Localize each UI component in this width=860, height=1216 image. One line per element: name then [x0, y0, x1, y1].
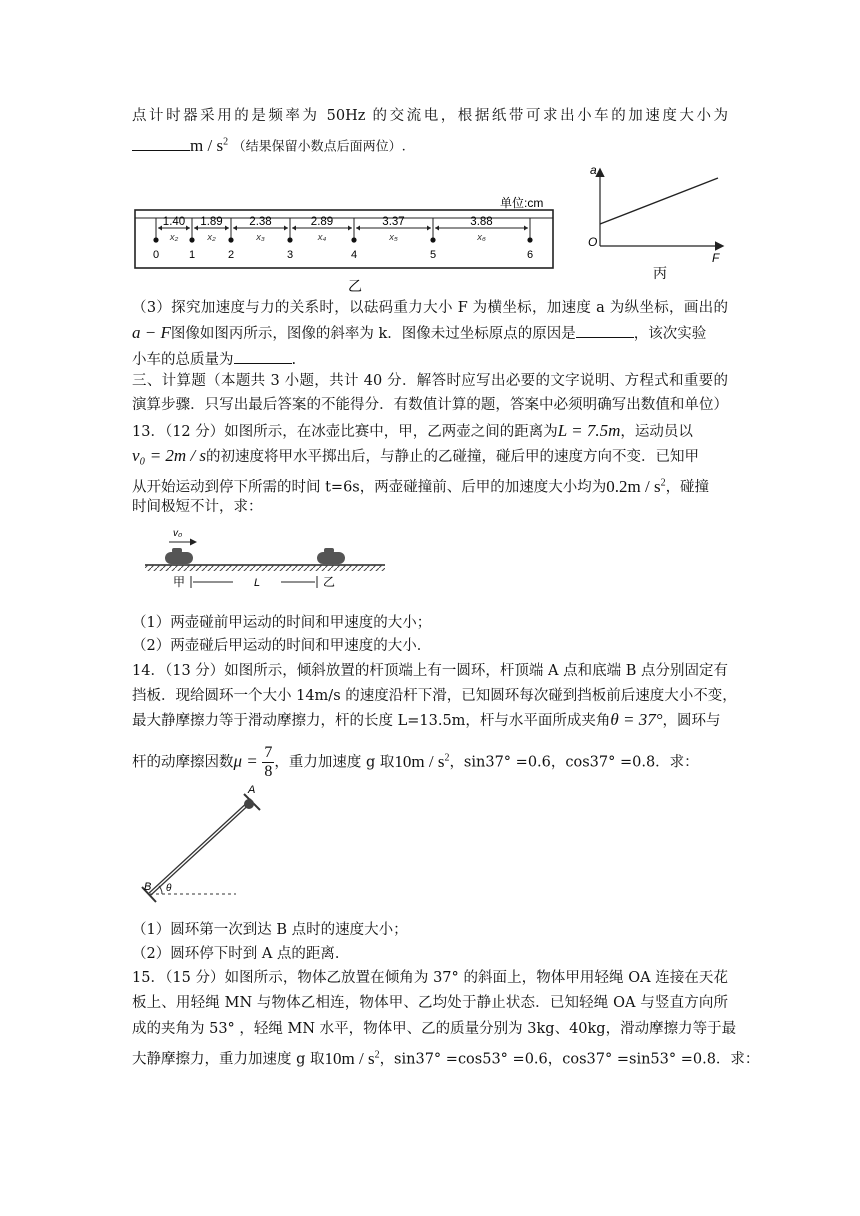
tape-point-label: 2 — [227, 249, 235, 261]
q14-line1: 14．（13 分）如图所示，倾斜放置的杆顶端上有一圆环，杆顶端 A 点和底端 B 点分别固定有 — [132, 663, 728, 679]
unit-label: m / $s^2$ — [190, 135, 229, 155]
tape-dot — [527, 237, 532, 242]
tape-point-label: 4 — [350, 249, 358, 261]
tape-arrowhead — [292, 226, 296, 231]
answer-blank[interactable] — [234, 349, 292, 364]
tape-segment-value: 2.89 — [310, 216, 334, 228]
origin-label: O — [588, 235, 598, 249]
q12-part3-line1: （3）探究加速度与力的关系时，以砝码重力大小 F 为横坐标，加速度 a 为纵坐标，画出的 — [132, 300, 728, 316]
tape-arrowhead — [225, 226, 229, 231]
tape-segment-label: x₂ — [169, 232, 179, 243]
q15-line4: 大静摩擦力，重力加速度 g 取$10m / s^2$，sin37° =cos53° =0.6，cos37° =sin53° =0.8．求： — [132, 1048, 760, 1068]
paper-tape-figure — [130, 188, 560, 298]
q13-line4: 时间极短不计，求： — [132, 499, 263, 515]
tape-segment-label: x₅ — [389, 232, 398, 243]
tape-arrowhead — [348, 226, 352, 231]
q12-part3-line2: a − F图像如图丙所示，图像的斜率为 k．图像未过坐标原点的原因是 ，该次实验 — [132, 323, 707, 342]
q12-part3-line3: 小车的总质量为 . — [132, 349, 296, 370]
curling-stone-yi — [317, 552, 345, 564]
tape-arrowhead — [427, 226, 431, 231]
q14-line3: 最大静摩擦力等于滑动摩擦力，杆的长度 L=13.5m，杆与水平面所成夹角θ = 37°，圆环与 — [132, 710, 721, 729]
section3-heading-line2: 演算步骤．只写出最后答案的不能得分．有数值计算的题，答案中必须明确写出数值和单位） — [132, 397, 728, 413]
q13-sub1: （1）两壶碰前甲运动的时间和甲速度的大小； — [132, 615, 432, 631]
q13-line1: 13．（12 分）如图所示，在冰壶比赛中，甲，乙两壶之间的距离为L = 7.5m，运动员以 — [132, 421, 693, 440]
point-b-label: B — [144, 881, 152, 893]
tape-dot — [287, 237, 292, 242]
tape-point-label: 1 — [188, 249, 196, 261]
tape-segment-value: 1.40 — [162, 216, 186, 228]
tape-dot — [228, 237, 233, 242]
tape-arrowhead — [284, 226, 288, 231]
a-f-graph — [582, 160, 732, 285]
distance-label: L — [253, 577, 261, 589]
tape-segment-value: 1.89 — [200, 216, 223, 228]
q12-text-line2 — [132, 132, 406, 158]
q14-line2: 挡板．现给圆环一个大小 14m/s 的速度沿杆下滑，已知圆环每次碰到挡板前后速度大小不变， — [132, 688, 737, 704]
q14-line4: 杆的动摩擦因数μ = $\frac{7}{8}$ ，重力加速度 g 取$10m / s^2$，sin37° =0.6，cos37° =0.8．求： — [132, 744, 699, 781]
graph-line — [600, 178, 718, 224]
tape-arrowhead — [356, 226, 360, 231]
mu-fraction: $\frac{7}{8}$ — [264, 744, 273, 781]
tape-segment-label: x₂ — [207, 232, 216, 243]
q15-line1: 15．（15 分）如图所示，物体乙放置在倾角为 37° 的斜面上，物体甲用轻绳 OA 连接在天花 — [132, 970, 728, 986]
curling-figure — [145, 526, 390, 598]
q13-sub2: （2）两壶碰后甲运动的时间和甲速度的大小． — [132, 638, 432, 654]
tape-arrowhead — [524, 226, 528, 231]
q14-sub1: （1）圆环第一次到达 B 点时的速度大小； — [132, 922, 408, 938]
label-yi: 乙 — [323, 575, 336, 589]
answer-blank[interactable] — [132, 136, 190, 151]
label-jia: 甲 — [173, 575, 186, 589]
inclined-rod-figure — [140, 782, 270, 907]
q15-line2: 板上、用轻绳 MN 与物体乙相连，物体甲、乙均处于静止状态．已知轻绳 OA 与竖直方向所 — [132, 995, 728, 1011]
tape-point-label: 0 — [152, 249, 160, 261]
tape-unit-label: 单位:cm — [500, 196, 544, 210]
v0-label: v₀ — [173, 528, 183, 539]
tape-arrowhead — [186, 226, 190, 231]
precision-note: （结果保留小数点后面两位）. — [232, 139, 406, 155]
tape-segment-label: x₄ — [317, 232, 327, 243]
graph-caption: 丙 — [653, 265, 667, 281]
tape-segment-value: 3.37 — [382, 216, 405, 228]
a-f-expression: a − F — [132, 323, 171, 342]
tape-point-label: 3 — [286, 249, 294, 261]
answer-blank[interactable] — [576, 323, 634, 338]
tape-arrowhead — [158, 226, 162, 231]
tape-segment-label: x₆ — [477, 232, 486, 243]
tape-dot — [430, 237, 435, 242]
section3-heading-line1: 三、计算题（本题共 3 小题，共计 40 分．解答时应写出必要的文字说明、方程式和重要的 — [132, 373, 728, 389]
tape-point-label: 6 — [526, 249, 534, 261]
angle-label: θ — [166, 883, 172, 894]
tape-caption: 乙 — [348, 278, 362, 294]
point-a-label: A — [248, 784, 256, 796]
y-axis-label: a — [590, 163, 597, 177]
tape-point-label: 5 — [429, 249, 437, 261]
ring — [244, 799, 254, 809]
tape-dot — [189, 237, 194, 242]
x-axis-label: F — [712, 251, 720, 265]
tape-arrowhead — [435, 226, 439, 231]
tape-arrowhead — [194, 226, 198, 231]
tape-segment-value: 2.38 — [249, 216, 272, 228]
q15-line3: 成的夹角为 53° ，轻绳 MN 水平，物体甲、乙的质量分别为 3kg、40kg，滑动摩擦力等于最 — [132, 1021, 737, 1037]
curling-stone-jia — [165, 552, 193, 564]
tape-dot — [351, 237, 356, 242]
tape-segment-value: 3.88 — [470, 216, 493, 228]
q13-line2: v₀ = 2m / s的初速度将甲水平掷出后，与静止的乙碰撞，碰后甲的速度方向不变．已知甲 — [132, 446, 700, 465]
q14-sub2: （2）圆环停下时到 A 点的距离． — [132, 946, 350, 962]
q13-line3: 从开始运动到停下所需的时间 t=6s，两壶碰撞前、后甲的加速度大小均为$0.2m / s^2$，碰撞 — [132, 476, 710, 496]
tape-dot — [153, 237, 158, 242]
tape-segment-label: x₃ — [256, 232, 265, 243]
tape-arrowhead — [233, 226, 237, 231]
q12-text-line1: 点计时器采用的是频率为 50Hz 的交流电，根据纸带可求出小车的加速度大小为 — [132, 108, 728, 124]
